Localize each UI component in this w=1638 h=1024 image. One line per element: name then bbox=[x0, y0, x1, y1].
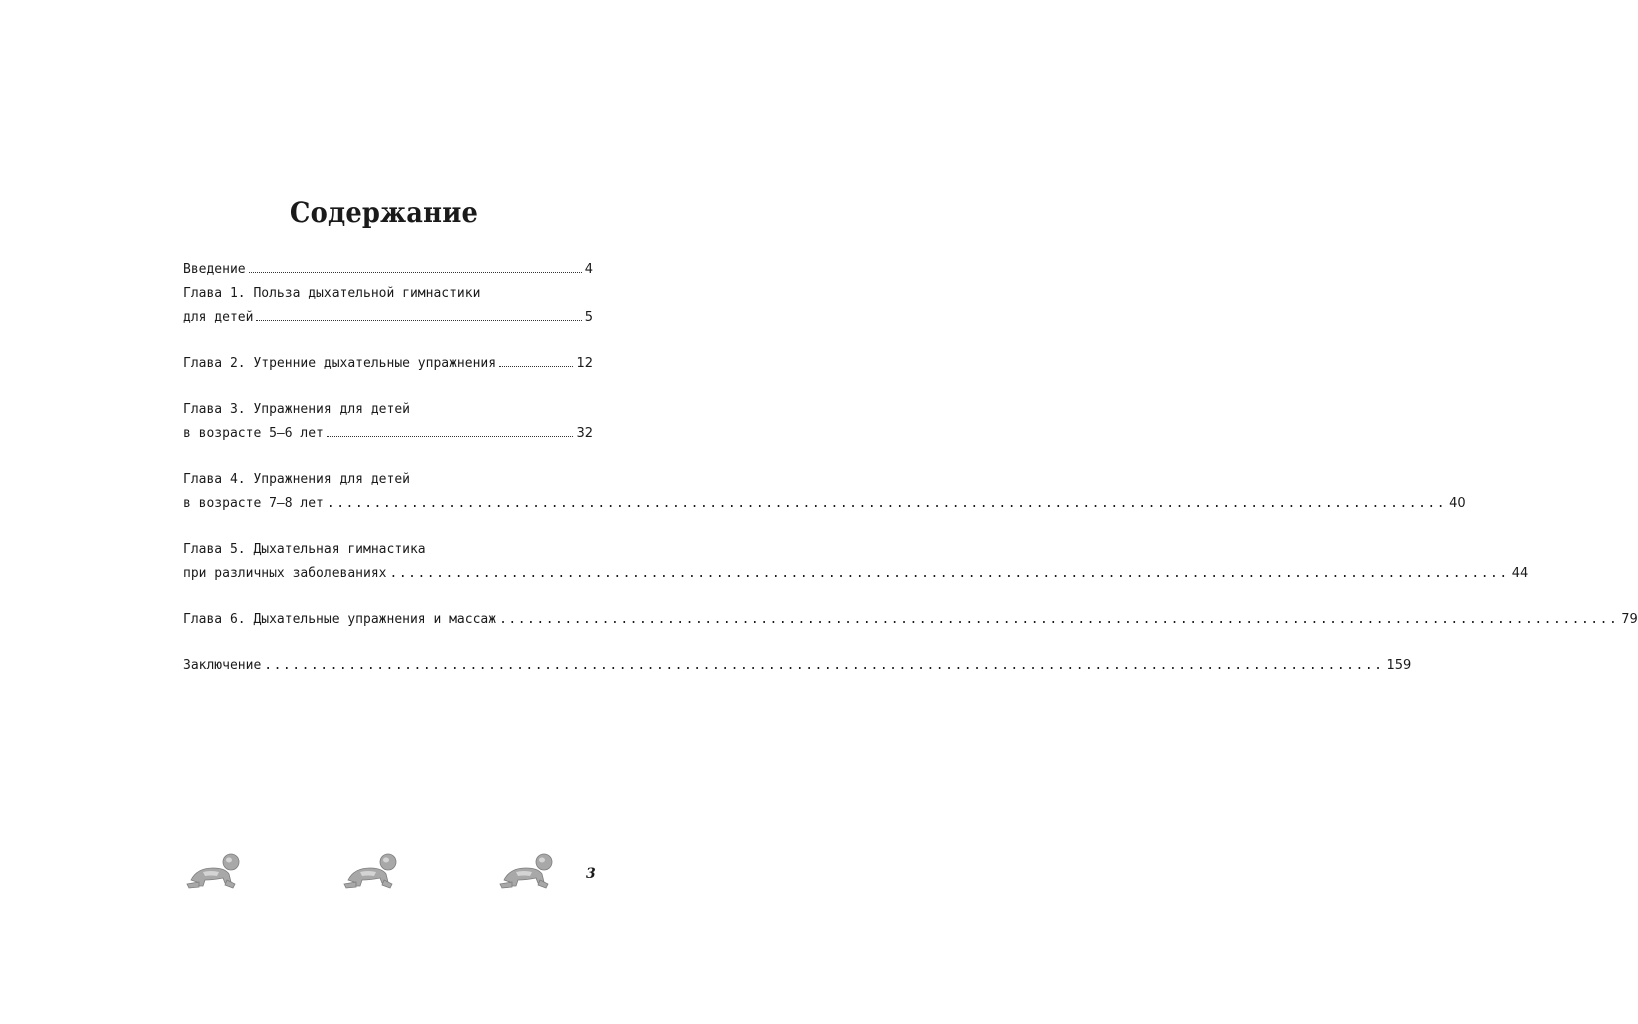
toc-page-number: 79 bbox=[1621, 612, 1638, 627]
toc-line bbox=[183, 492, 1466, 516]
toc-entry-title: Заключение bbox=[183, 658, 262, 673]
footer-decorations bbox=[0, 850, 768, 900]
toc-entry-title: Глава 5. Дыхательная гимнастика bbox=[183, 542, 426, 557]
table-of-contents bbox=[183, 258, 1638, 678]
crawling-baby-icon bbox=[183, 850, 247, 892]
toc-line bbox=[183, 538, 593, 562]
toc-entry-title: Глава 3. Упражнения для детей bbox=[183, 402, 410, 417]
toc-line bbox=[183, 398, 593, 422]
page-title: Содержание bbox=[289, 196, 479, 229]
toc-leader-dots: ........................................................................................................................ bbox=[499, 612, 1619, 627]
crawling-baby-icon bbox=[496, 850, 560, 892]
toc-line bbox=[183, 654, 1412, 678]
toc-page-number: 40 bbox=[1449, 496, 1466, 511]
toc-spacer bbox=[183, 516, 593, 538]
toc-leader-dots bbox=[327, 430, 574, 437]
toc-page-number: 159 bbox=[1386, 658, 1412, 673]
toc-line bbox=[183, 422, 593, 446]
toc-entry-title: Глава 6. Дыхательные упражнения и массаж bbox=[183, 612, 497, 627]
toc-entry-title: при различных заболеваниях bbox=[183, 566, 387, 581]
toc-entry bbox=[183, 352, 593, 376]
toc-entry bbox=[183, 258, 593, 282]
toc-leader-dots: ........................................................................................................................ bbox=[264, 658, 1384, 673]
toc-entry bbox=[183, 608, 1638, 632]
toc-leader-dots bbox=[249, 266, 582, 273]
toc-leader-dots: ........................................................................................................................ bbox=[389, 566, 1509, 581]
toc-entry bbox=[183, 282, 593, 330]
toc-spacer bbox=[183, 446, 593, 468]
toc-entry-title: Глава 2. Утренние дыхательные упражнения bbox=[183, 356, 497, 371]
toc-line bbox=[183, 306, 593, 330]
toc-entry bbox=[183, 468, 1466, 516]
toc-entry-title: Глава 1. Польза дыхательной гимнастики bbox=[183, 286, 481, 301]
toc-line bbox=[183, 258, 593, 282]
toc-page-number: 5 bbox=[584, 310, 593, 325]
toc-spacer bbox=[183, 330, 593, 352]
toc-entry-title: в возрасте 7—8 лет bbox=[183, 496, 324, 511]
toc-spacer bbox=[183, 632, 593, 654]
toc-line bbox=[183, 352, 593, 376]
toc-entry-title: в возрасте 5—6 лет bbox=[183, 426, 324, 441]
crawling-baby-icon bbox=[340, 850, 404, 892]
toc-entry bbox=[183, 398, 593, 446]
toc-page-number: 4 bbox=[584, 262, 593, 277]
toc-entry bbox=[183, 538, 1529, 586]
toc-line bbox=[183, 468, 593, 492]
toc-line bbox=[183, 562, 1529, 586]
toc-line bbox=[183, 608, 1638, 632]
toc-entry-title: Введение bbox=[183, 262, 246, 277]
toc-leader-dots bbox=[256, 314, 581, 321]
toc-spacer bbox=[183, 376, 593, 398]
toc-page-number: 32 bbox=[576, 426, 593, 441]
page-number: 3 bbox=[586, 866, 596, 882]
toc-entry-title: для детей bbox=[183, 310, 254, 325]
toc-entry bbox=[183, 654, 1412, 678]
toc-spacer bbox=[183, 586, 593, 608]
toc-line bbox=[183, 282, 593, 306]
toc-page-number: 12 bbox=[576, 356, 593, 371]
toc-entry-title: Глава 4. Упражнения для детей bbox=[183, 472, 410, 487]
toc-page-number: 44 bbox=[1511, 566, 1529, 581]
toc-leader-dots: ........................................................................................................................ bbox=[326, 496, 1447, 511]
toc-leader-dots bbox=[499, 360, 573, 367]
